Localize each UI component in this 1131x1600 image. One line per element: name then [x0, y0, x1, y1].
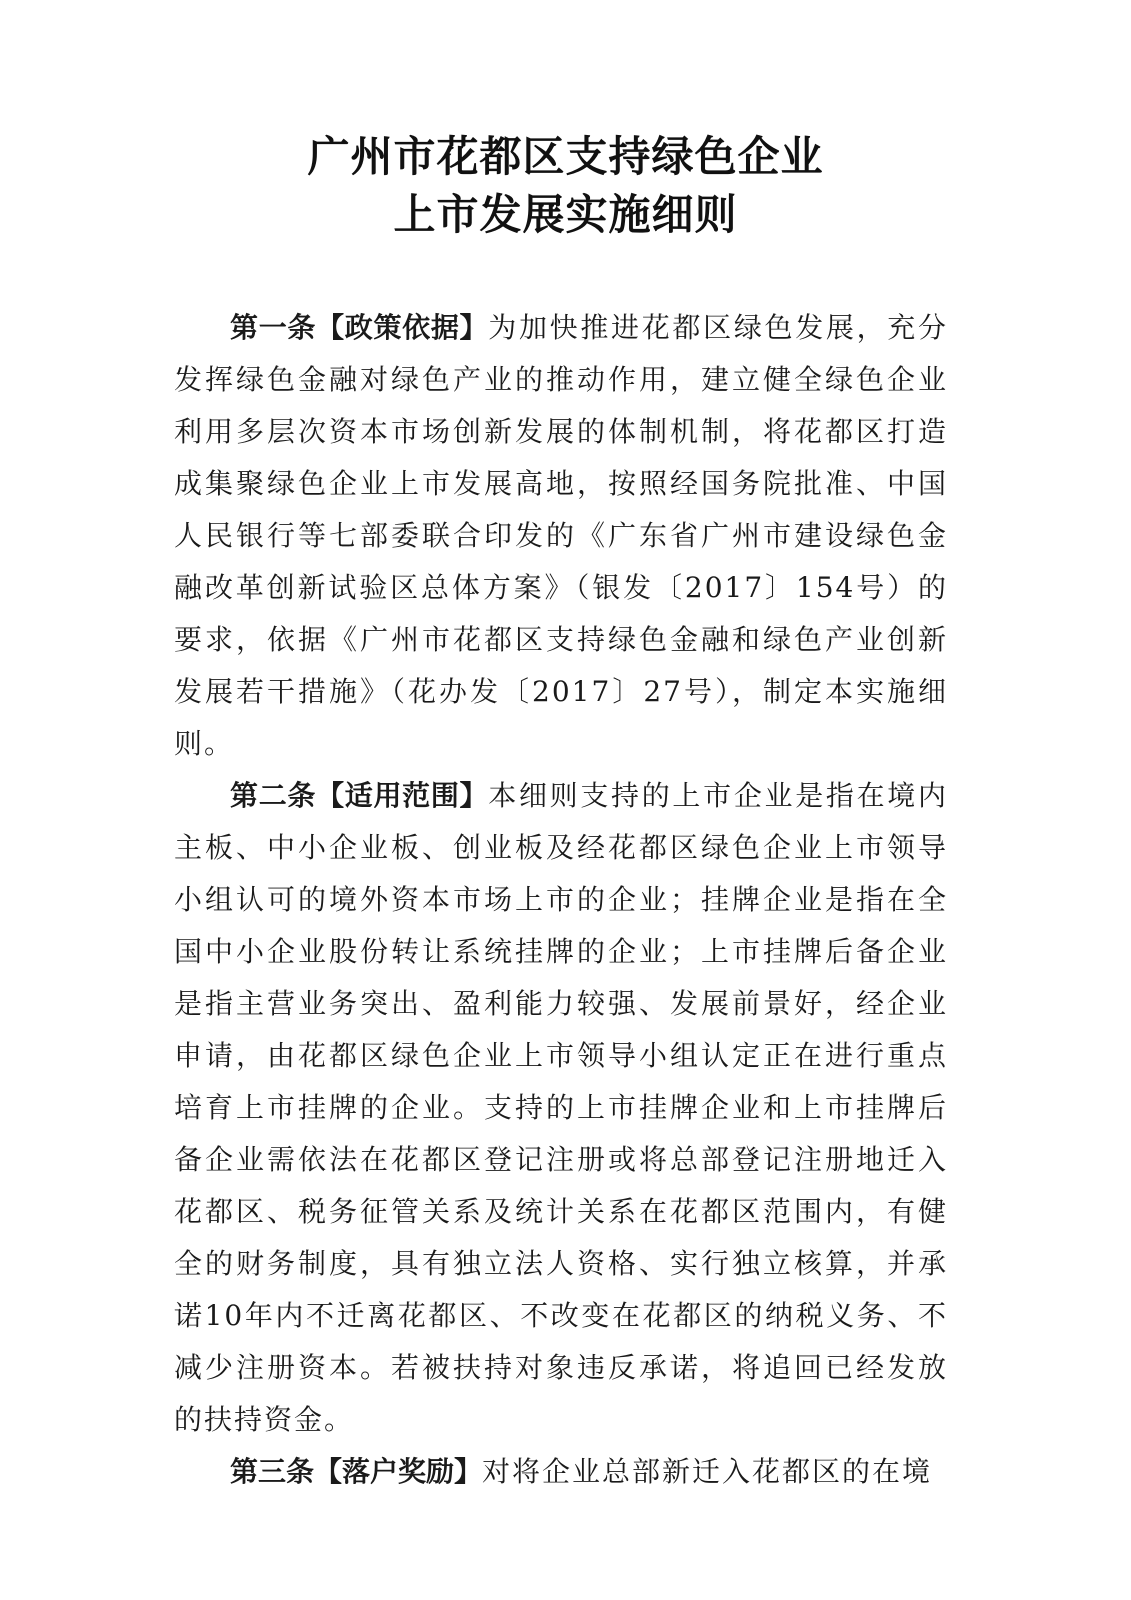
article-3: [174, 1446, 948, 1498]
article-1-text: 为加快推进花都区绿色发展，充分发挥绿色金融对绿色产业的推动作用，建立健全绿色企业利用多层次资本市场创新发展的体制机制，将花都区打造成集聚绿色企业上市发展高地，按照经国务院批准、中国人民银行等七部委联合印发的《广东省广州市建设绿色金融改革创新试验区总体方案》（银发〔2017〕154号）的要求，依据《广州市花都区支持绿色金融和绿色产业创新发展若干措施》（花办发〔2017〕27号），制定本实施细则。: [174, 311, 948, 760]
article-2-heading: 【适用范围】: [316, 779, 489, 812]
article-1-heading: 【政策依据】: [316, 311, 489, 344]
document-title: [0, 128, 1131, 244]
article-2: [174, 770, 948, 1446]
article-2-number: 第二条: [230, 779, 317, 812]
article-3-text: 对将企业总部新迁入花都区的在境: [482, 1455, 933, 1488]
article-3-number: 第三条: [230, 1455, 315, 1488]
article-3-heading: 【落户奖励】: [314, 1455, 483, 1488]
article-2-text: 本细则支持的上市企业是指在境内主板、中小企业板、创业板及经花都区绿色企业上市领导小组认可的境外资本市场上市的企业；挂牌企业是指在全国中小企业股份转让系统挂牌的企业；上市挂牌后备企业是指主营业务突出、盈利能力较强、发展前景好，经企业申请，由花都区绿色企业上市领导小组认定正在进行重点培育上市挂牌的企业。支持的上市挂牌企业和上市挂牌后备企业需依法在花都区登记注册或将总部登记注册地迁入花都区、税务征管关系及统计关系在花都区范围内，有健全的财务制度，具有独立法人资格、实行独立核算，并承诺10年内不迁离花都区、不改变在花都区的纳税义务、不减少注册资本。若被扶持对象违反承诺，将追回已经发放的扶持资金。: [174, 779, 948, 1436]
title-line-1: 广州市花都区支持绿色企业: [307, 132, 824, 181]
article-1: [174, 302, 948, 770]
article-1-number: 第一条: [230, 311, 317, 344]
title-line-2: 上市发展实施细则: [393, 190, 738, 239]
document-body: [174, 302, 948, 1498]
